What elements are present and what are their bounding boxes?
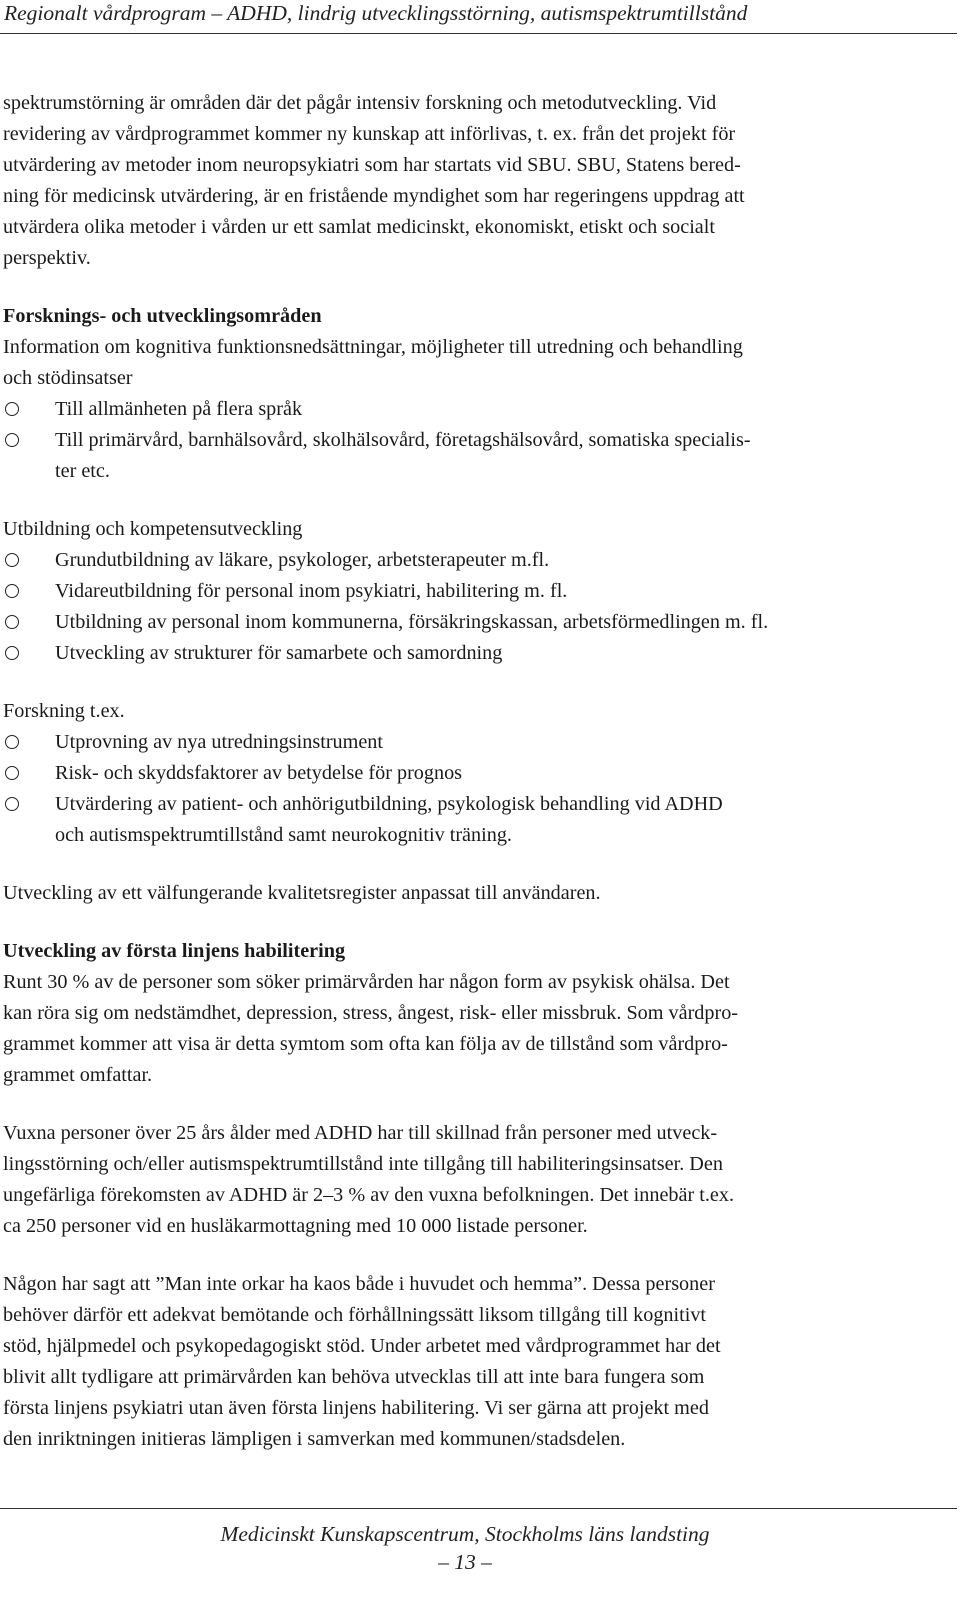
spacer bbox=[3, 1091, 955, 1118]
circle-bullet-icon bbox=[5, 553, 19, 567]
running-footer: Medicinskt Kunskapscentrum, Stockholms läns landsting bbox=[220, 1522, 710, 1546]
circle-bullet-icon bbox=[5, 433, 19, 447]
page-number: – 13 – bbox=[438, 1550, 492, 1574]
list-item bbox=[3, 638, 955, 669]
circle-bullet-icon bbox=[5, 402, 19, 416]
text-line: första linjens psykiatri utan även första linjens habilitering. Vi ser gärna att projekt med bbox=[3, 1397, 709, 1419]
text-line: utvärdera olika metoder i vården ur ett samlat medicinskt, ekonomiskt, etiskt och socialt bbox=[3, 216, 715, 238]
text-line: utvärdering av metoder inom neuropsykiatri som har startats vid SBU. SBU, Statens bered- bbox=[3, 154, 741, 176]
text-line: och autismspektrumtillstånd samt neurokognitiv träning. bbox=[55, 824, 512, 846]
text-line: grammet omfattar. bbox=[3, 1064, 153, 1086]
list-item bbox=[3, 607, 955, 638]
header-rule bbox=[0, 33, 957, 34]
text-line: Någon har sagt att ”Man inte orkar ha kaos både i huvudet och hemma”. Dessa personer bbox=[3, 1273, 715, 1295]
page-content bbox=[3, 88, 955, 1455]
text-line: stöd, hjälpmedel och psykopedagogiskt stöd. Under arbetet med vårdprogrammet har det bbox=[3, 1335, 721, 1357]
text-line: ungefärliga förekomsten av ADHD är 2–3 % av den vuxna befolkningen. Det innebär t.ex. bbox=[3, 1184, 735, 1206]
text-line: kan röra sig om nedstämdhet, depression, stress, ångest, risk- eller missbruk. Som vårdpro- bbox=[3, 1002, 739, 1024]
list-item bbox=[3, 789, 955, 851]
spacer bbox=[3, 274, 955, 301]
circle-bullet-icon bbox=[5, 646, 19, 660]
text-line: Grundutbildning av läkare, psykologer, arbetsterapeuter m.fl. bbox=[55, 549, 550, 571]
text-line: och stödinsatser bbox=[3, 367, 133, 389]
text-line: spektrumstörning är områden där det pågår intensiv forskning och metodutveckling. Vid bbox=[3, 92, 717, 114]
text-line: Till allmänheten på flera språk bbox=[55, 398, 303, 420]
list-item bbox=[3, 576, 955, 607]
text-line: blivit allt tydligare att primärvården kan behöva utvecklas till att inte bara fungera som bbox=[3, 1366, 705, 1388]
circle-bullet-icon bbox=[5, 766, 19, 780]
text-line: Information om kognitiva funktionsnedsättningar, möjligheter till utredning och behandling bbox=[3, 336, 743, 358]
text-line: grammet kommer att visa är detta symtom som ofta kan följa av de tillstånd som vårdpro- bbox=[3, 1033, 728, 1055]
spacer bbox=[3, 909, 955, 936]
circle-bullet-icon bbox=[5, 735, 19, 749]
text-line: ning för medicinsk utvärdering, är en fristående myndighet som har regeringens uppdrag att bbox=[3, 185, 745, 207]
paragraph bbox=[3, 1269, 955, 1455]
circle-bullet-icon bbox=[5, 584, 19, 598]
text-line: perspektiv. bbox=[3, 247, 91, 269]
running-header: Regionalt vårdprogram – ADHD, lindrig utvecklingsstörning, autismspektrumtillstånd bbox=[4, 1, 748, 25]
text-line: Utvärdering av patient- och anhörigutbildning, psykologisk behandling vid ADHD bbox=[55, 793, 723, 815]
spacer bbox=[3, 487, 955, 514]
intro-paragraph bbox=[3, 88, 955, 274]
subsection-title-education: Utbildning och kompetensutveckling bbox=[3, 518, 303, 540]
list-item bbox=[3, 727, 955, 758]
text-line: Vuxna personer över 25 års ålder med ADHD har till skillnad från personer med utveck- bbox=[3, 1122, 718, 1144]
text-line: revidering av vårdprogrammet kommer ny kunskap att införlivas, t. ex. från det projekt för bbox=[3, 123, 736, 145]
paragraph bbox=[3, 1118, 955, 1242]
register-line: Utveckling av ett välfungerande kvalitetsregister anpassat till användaren. bbox=[3, 882, 601, 904]
subsection-title-forskning: Forskning t.ex. bbox=[3, 700, 125, 722]
text-line: Vidareutbildning för personal inom psykiatri, habilitering m. fl. bbox=[55, 580, 568, 602]
section-heading-habilitation: Utveckling av första linjens habilitering bbox=[3, 940, 346, 962]
text-line: Utveckling av strukturer för samarbete och samordning bbox=[55, 642, 503, 664]
text-line: Utbildning av personal inom kommunerna, försäkringskassan, arbetsförmedlingen m. fl. bbox=[55, 611, 769, 633]
text-line: ca 250 personer vid en husläkarmottagning med 10 000 listade personer. bbox=[3, 1215, 588, 1237]
text-line: behöver därför ett adekvat bemötande och förhållningssätt liksom tillgång till kognitivt bbox=[3, 1304, 707, 1326]
circle-bullet-icon bbox=[5, 615, 19, 629]
text-line: Risk- och skyddsfaktorer av betydelse för prognos bbox=[55, 762, 463, 784]
text-line: den inriktningen initieras lämpligen i samverkan med kommunen/stadsdelen. bbox=[3, 1428, 626, 1450]
text-line: Runt 30 % av de personer som söker primärvården har någon form av psykisk ohälsa. Det bbox=[3, 971, 730, 993]
list-item bbox=[3, 425, 955, 487]
list-item bbox=[3, 394, 955, 425]
list-item bbox=[3, 545, 955, 576]
circle-bullet-icon bbox=[5, 797, 19, 811]
footer-rule bbox=[0, 1508, 957, 1509]
spacer bbox=[3, 851, 955, 878]
spacer bbox=[3, 669, 955, 696]
paragraph bbox=[3, 967, 955, 1091]
section-heading-research: Forsknings- och utvecklingsområden bbox=[3, 305, 322, 327]
text-line: Till primärvård, barnhälsovård, skolhälsovård, företagshälsovård, somatiska specialis- bbox=[55, 429, 751, 451]
list-item bbox=[3, 758, 955, 789]
spacer bbox=[3, 1242, 955, 1269]
text-line: Utprovning av nya utredningsinstrument bbox=[55, 731, 383, 753]
text-line: ter etc. bbox=[55, 460, 110, 482]
text-line: lingsstörning och/eller autismspektrumtillstånd inte tillgång till habiliteringsinsatser. Den bbox=[3, 1153, 723, 1175]
